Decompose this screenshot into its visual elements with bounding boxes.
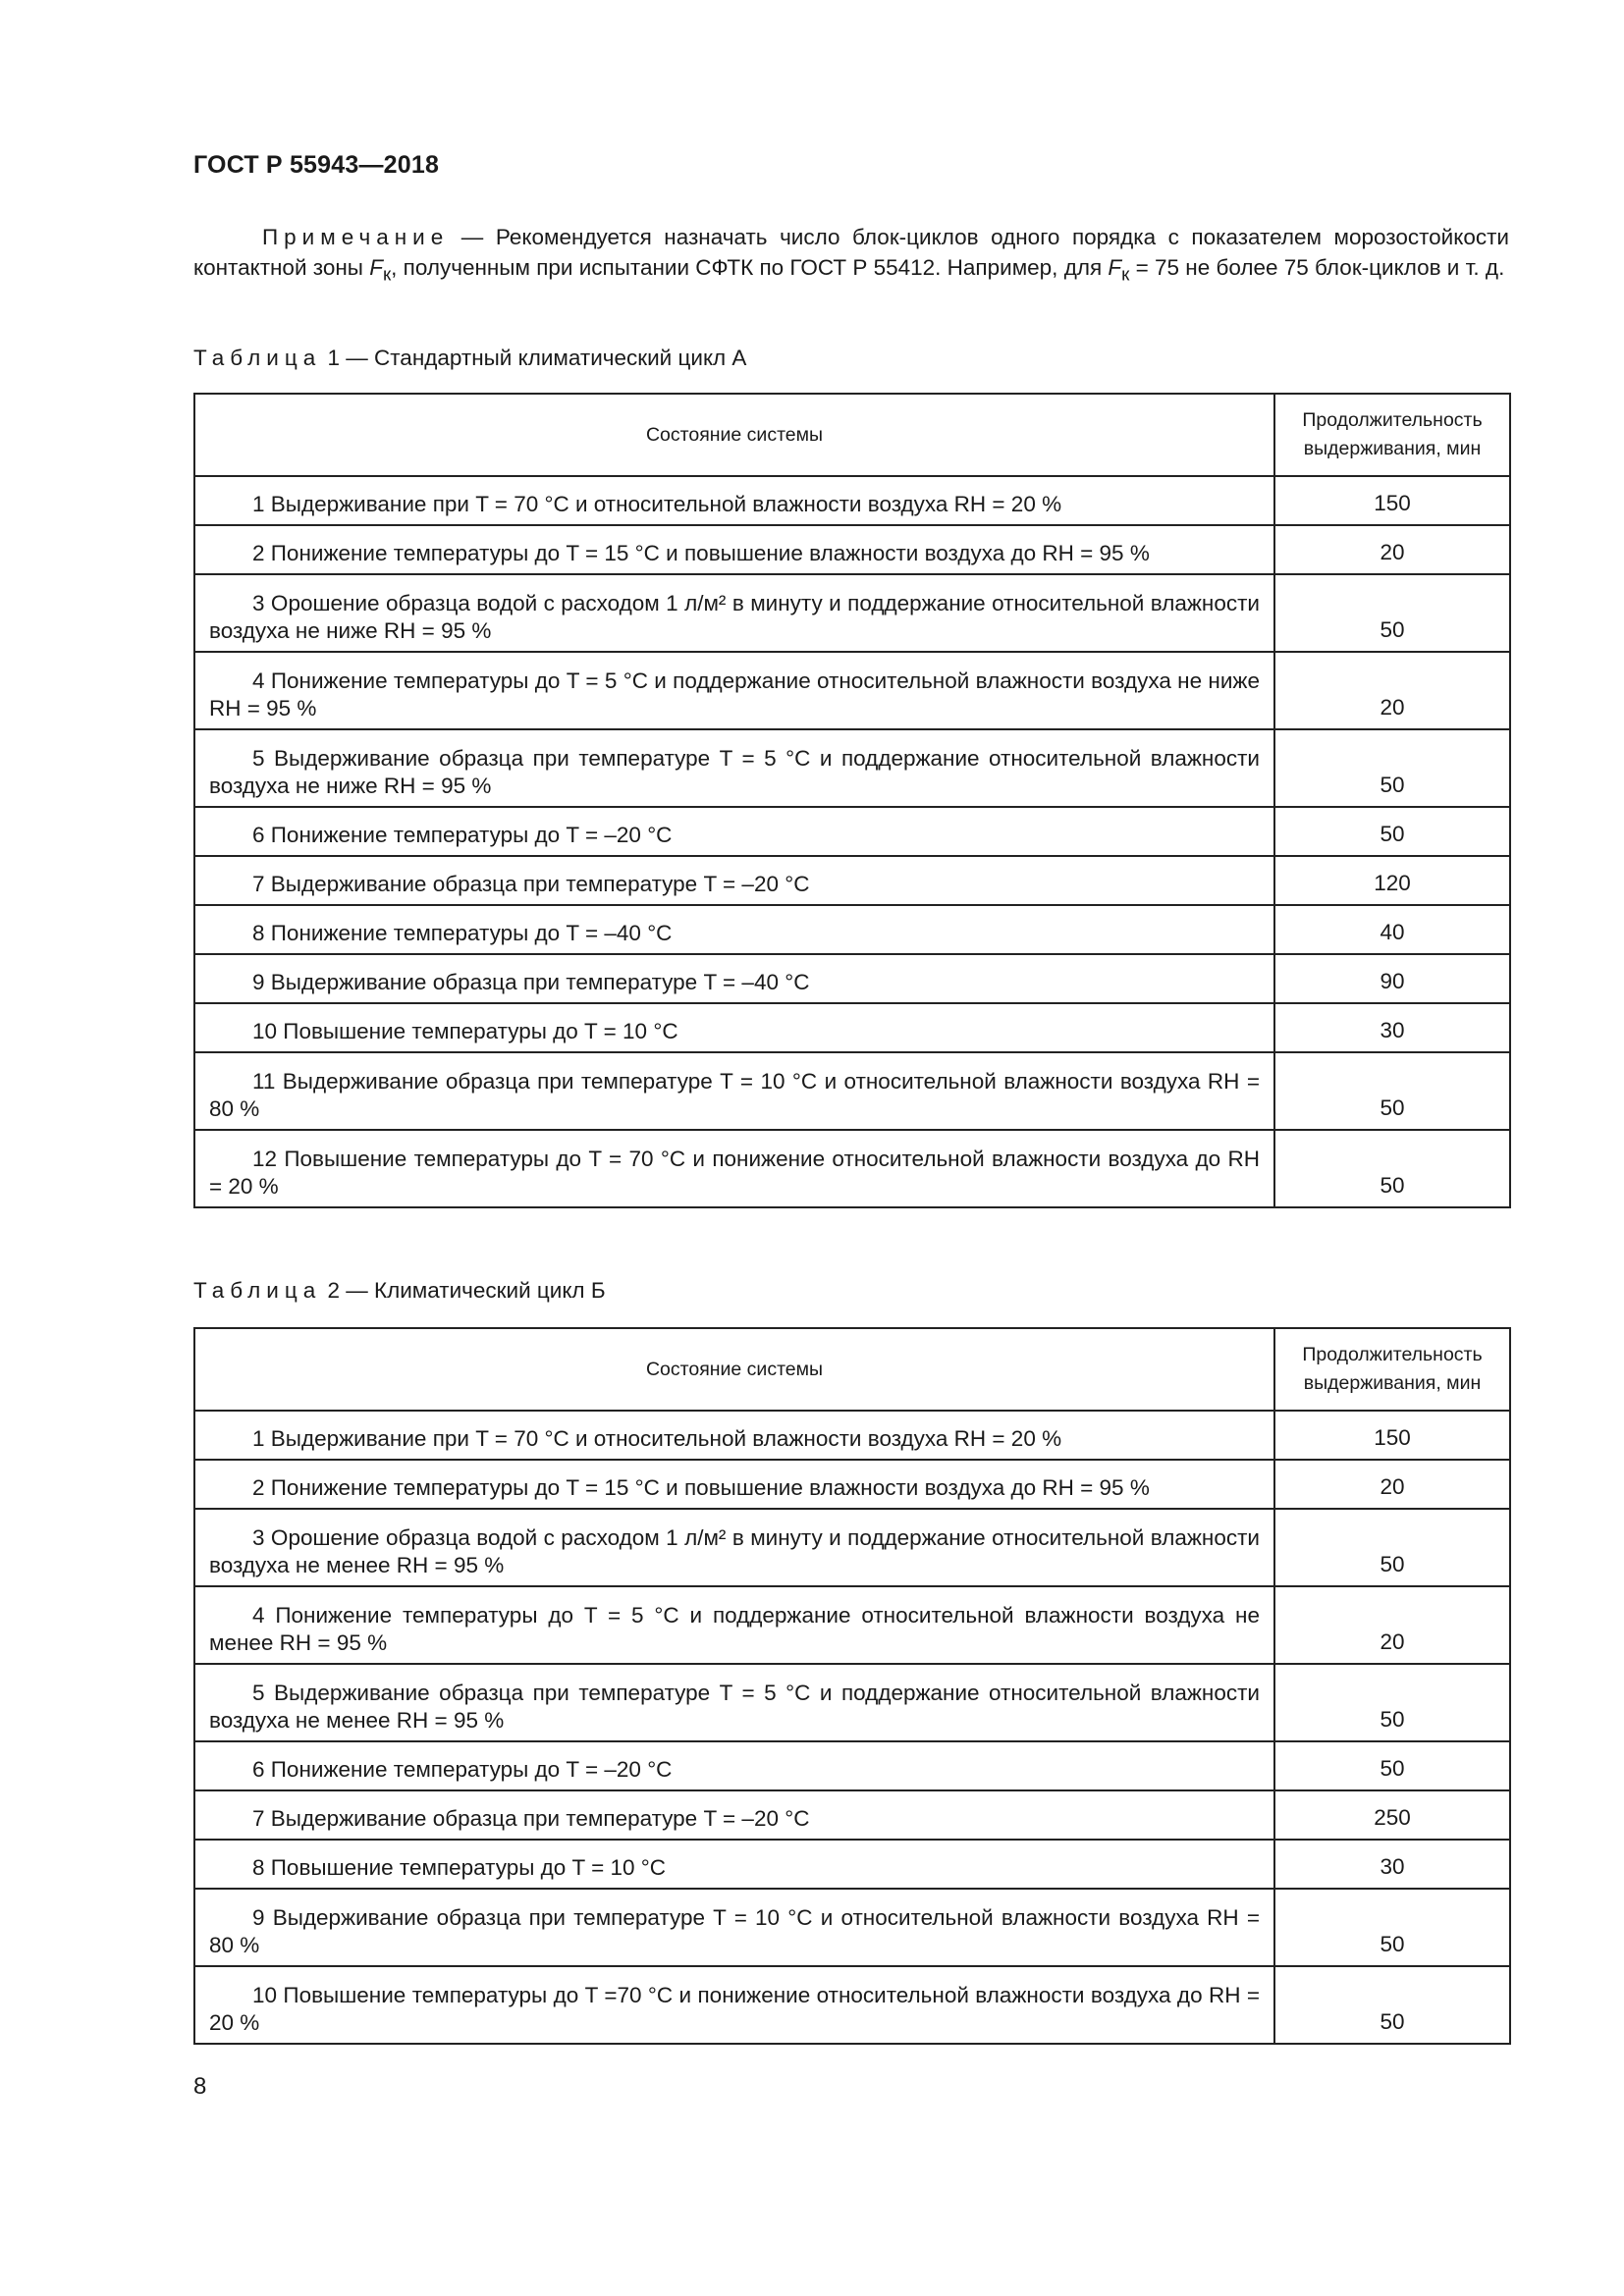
table2-header-duration-line2: выдерживания, мин: [1303, 1372, 1482, 1394]
table1-caption: [193, 346, 746, 371]
row-condition: [194, 856, 1274, 905]
table-row: [194, 1741, 1510, 1790]
document-id: ГОСТ Р 55943—2018: [193, 151, 440, 179]
row-duration: 90: [1274, 954, 1510, 1003]
row-condition: [194, 1509, 1274, 1586]
note-paragraph: [193, 222, 1509, 290]
row-condition: [194, 574, 1274, 652]
table-row: [194, 905, 1510, 954]
table-row: [194, 1790, 1510, 1840]
note-label: Примечание: [262, 225, 450, 249]
note-dash: —: [449, 225, 496, 249]
row-duration: 30: [1274, 1840, 1510, 1889]
table-row: [194, 1840, 1510, 1889]
row-condition-text: 5 Выдерживание образца при температуре T = 5 °C и поддержание относительной влажности воздуха не ниже RH = 95 %: [209, 746, 1260, 798]
row-condition: [194, 905, 1274, 954]
row-duration: 50: [1274, 1130, 1510, 1207]
row-condition: [194, 729, 1274, 807]
table-row: [194, 807, 1510, 856]
row-condition: [194, 1840, 1274, 1889]
table2-caption-label: Таблица: [193, 1278, 322, 1303]
row-condition-text: 8 Повышение температуры до T = 10 °C: [252, 1855, 667, 1880]
row-condition: [194, 1741, 1274, 1790]
table-row: [194, 574, 1510, 652]
row-condition: [194, 476, 1274, 525]
row-duration: 50: [1274, 1052, 1510, 1130]
row-condition: [194, 1586, 1274, 1664]
row-duration: 50: [1274, 1889, 1510, 1966]
table2-header-row: [194, 1328, 1510, 1411]
row-duration: 120: [1274, 856, 1510, 905]
row-duration: 50: [1274, 1664, 1510, 1741]
table-row: [194, 1130, 1510, 1207]
table-row: [194, 652, 1510, 729]
table-row: [194, 1052, 1510, 1130]
table2-caption-text: 2 — Климатический цикл Б: [321, 1278, 606, 1303]
row-duration: 250: [1274, 1790, 1510, 1840]
table-row: [194, 525, 1510, 574]
table-row: [194, 1509, 1510, 1586]
row-duration: 30: [1274, 1003, 1510, 1052]
table1-header-duration-line2: выдерживания, мин: [1303, 438, 1482, 459]
row-condition-text: 1 Выдерживание при T = 70 °C и относительной влажности воздуха RH = 20 %: [252, 492, 1062, 516]
table2-header-state: Состояние системы: [194, 1328, 1274, 1411]
row-condition-text: 7 Выдерживание образца при температуре T = –20 °C: [252, 1806, 810, 1831]
row-condition-text: 11 Выдерживание образца при температуре T = 10 °C и относительной влажности воздуха RH = 80 %: [209, 1069, 1260, 1121]
note-subscript: к: [382, 263, 392, 285]
table-row: [194, 954, 1510, 1003]
table-row: [194, 1460, 1510, 1509]
row-duration: 20: [1274, 1586, 1510, 1664]
note-symbol-2: F: [1108, 255, 1122, 280]
row-condition: [194, 1411, 1274, 1460]
row-condition: [194, 652, 1274, 729]
row-duration: 20: [1274, 525, 1510, 574]
row-condition: [194, 1790, 1274, 1840]
table-row: [194, 476, 1510, 525]
row-condition-text: 3 Орошение образца водой с расходом 1 л/м² в минуту и поддержание относительной влажности воздуха не ниже RH = 95 %: [209, 591, 1260, 643]
row-condition: [194, 807, 1274, 856]
table-row: [194, 1889, 1510, 1966]
table1: [193, 393, 1511, 1208]
row-condition-text: 9 Выдерживание образца при температуре T = –40 °C: [252, 970, 810, 994]
row-duration: 150: [1274, 476, 1510, 525]
row-condition-text: 2 Понижение температуры до T = 15 °C и повышение влажности воздуха до RH = 95 %: [252, 541, 1150, 565]
page-number: 8: [193, 2073, 207, 2100]
row-condition: [194, 1889, 1274, 1966]
table1-header-row: [194, 394, 1510, 476]
table2: [193, 1327, 1511, 2045]
row-condition-text: 2 Понижение температуры до T = 15 °C и повышение влажности воздуха до RH = 95 %: [252, 1475, 1150, 1500]
row-duration: 20: [1274, 652, 1510, 729]
table1-caption-label: Таблица: [193, 346, 322, 370]
table2-header-duration-line1: Продолжительность: [1302, 1344, 1483, 1365]
note-text-1: Рекомендуется назначать число блок-циклов одного порядка с показателем морозостойкости контактной зоны: [193, 225, 1509, 280]
row-duration: 50: [1274, 1741, 1510, 1790]
row-condition: [194, 1664, 1274, 1741]
table-row: [194, 1411, 1510, 1460]
row-condition-text: 1 Выдерживание при T = 70 °C и относительной влажности воздуха RH = 20 %: [252, 1426, 1062, 1451]
table-row: [194, 729, 1510, 807]
row-duration: 20: [1274, 1460, 1510, 1509]
row-condition-text: 6 Понижение температуры до T = –20 °C: [252, 823, 673, 847]
row-condition: [194, 1130, 1274, 1207]
table-row: [194, 1664, 1510, 1741]
row-condition-text: 8 Понижение температуры до T = –40 °C: [252, 921, 673, 945]
table1-body: [194, 476, 1510, 1207]
row-condition-text: 10 Повышение температуры до T =70 °C и понижение относительной влажности воздуха до RH = 20 %: [209, 1983, 1260, 2035]
table2-caption: [193, 1278, 606, 1304]
row-duration: 50: [1274, 729, 1510, 807]
row-condition-text: 6 Понижение температуры до T = –20 °C: [252, 1757, 673, 1782]
row-condition: [194, 1052, 1274, 1130]
row-duration: 40: [1274, 905, 1510, 954]
row-condition-text: 3 Орошение образца водой с расходом 1 л/м² в минуту и поддержание относительной влажности воздуха не менее RH = 95 %: [209, 1525, 1260, 1577]
table2-header-duration: [1274, 1328, 1510, 1411]
row-condition-text: 10 Повышение температуры до T = 10 °C: [252, 1019, 678, 1043]
row-condition: [194, 1460, 1274, 1509]
row-condition-text: 5 Выдерживание образца при температуре T = 5 °C и поддержание относительной влажности воздуха не менее RH = 95 %: [209, 1681, 1260, 1733]
table-row: [194, 1586, 1510, 1664]
row-condition-text: 9 Выдерживание образца при температуре T = 10 °C и относительной влажности воздуха RH = 80 %: [209, 1905, 1260, 1957]
table-row: [194, 1003, 1510, 1052]
table1-header-duration-line1: Продолжительность: [1302, 409, 1483, 431]
row-condition-text: 12 Повышение температуры до T = 70 °C и понижение относительной влажности воздуха до RH = 20 %: [209, 1147, 1260, 1199]
row-duration: 50: [1274, 1966, 1510, 2044]
note-subscript-2: к: [1121, 263, 1130, 285]
row-duration: 50: [1274, 574, 1510, 652]
table-row: [194, 856, 1510, 905]
row-condition: [194, 954, 1274, 1003]
table1-header-duration: [1274, 394, 1510, 476]
note-symbol: F: [369, 255, 383, 280]
row-condition-text: 4 Понижение температуры до T = 5 °C и поддержание относительной влажности воздуха не менее RH = 95 %: [209, 1603, 1260, 1655]
note-text-2: , полученным при испытании СФТК по ГОСТ Р 55412. Например, для: [391, 255, 1109, 280]
row-condition-text: 4 Понижение температуры до T = 5 °C и поддержание относительной влажности воздуха не ниже RH = 95 %: [209, 668, 1260, 721]
table1-header-state: Состояние системы: [194, 394, 1274, 476]
table-row: [194, 1966, 1510, 2044]
table2-body: [194, 1411, 1510, 2044]
row-duration: 50: [1274, 807, 1510, 856]
row-duration: 150: [1274, 1411, 1510, 1460]
note-text-3: = 75 не более 75 блок-циклов и т. д.: [1129, 255, 1505, 280]
row-condition: [194, 525, 1274, 574]
row-condition: [194, 1966, 1274, 2044]
row-condition: [194, 1003, 1274, 1052]
row-duration: 50: [1274, 1509, 1510, 1586]
table1-caption-text: 1 — Стандартный климатический цикл А: [321, 346, 747, 370]
row-condition-text: 7 Выдерживание образца при температуре T = –20 °C: [252, 872, 810, 896]
